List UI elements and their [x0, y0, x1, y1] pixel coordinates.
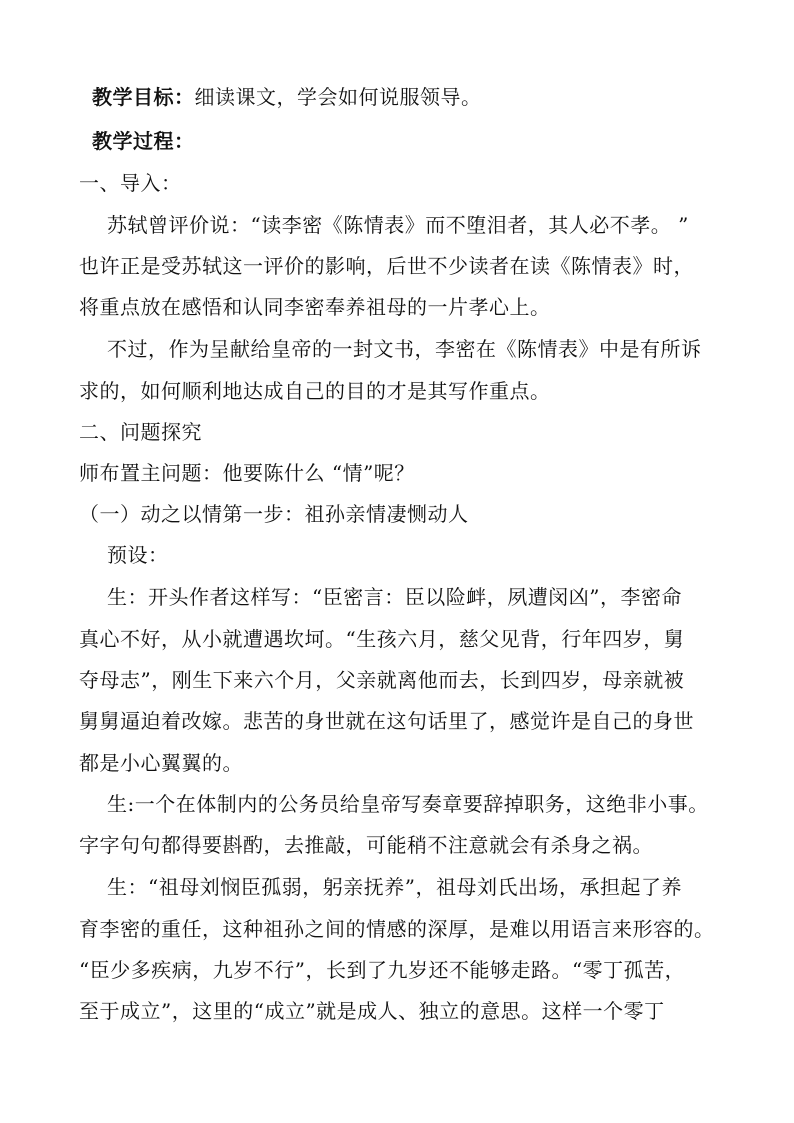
intro-para2-line1: 不过，作为呈献给皇帝的一封文书，李密在《陈情表》中是有所诉: [107, 337, 702, 361]
intro-para1-line3: 将重点放在感悟和认同李密奉养祖母的一片孝心上。: [79, 295, 551, 319]
answer3-line4: 至于成立”，这里的“成立”就是成人、独立的意思。这样一个零丁: [79, 999, 665, 1023]
answer1-line2: 真心不好，从小就遭遇坎坷。“生孩六月，慈父见背，行年四岁，舅: [79, 627, 685, 651]
intro-para2-line2: 求的，如何顺利地达成自己的目的才是其写作重点。: [79, 379, 551, 403]
intro-para1-line2: 也许正是受苏轼这一评价的影响，后世不少读者在读《陈情表》时，: [79, 254, 694, 278]
teaching-goal-line: [92, 84, 732, 110]
answer2-line2: 字字句句都得要斟酌，去推敲，可能稍不注意就会有杀身之祸。: [79, 833, 653, 857]
teaching-goal-label: 教学目标：: [92, 85, 195, 109]
answer1-line1: 生：开头作者这样写：“臣密言：臣以险衅，夙遭闵凶”，李密命: [107, 585, 682, 609]
answer1-line4: 舅舅逼迫着改嫁。悲苦的身世就在这句话里了，感觉许是自己的身世: [79, 709, 694, 733]
answer1-line3: 夺母志”，刚生下来六个月，父亲就离他而去，长到四岁，母亲就被: [79, 668, 685, 692]
main-question: 师布置主问题：他要陈什么 “情”呢？: [79, 461, 415, 485]
answer1-line5: 都是小心翼翼的。: [79, 751, 243, 775]
answer2-line1: 生:一个在体制内的公务员给皇帝写奏章要辞掉职务，这绝非小事。: [107, 792, 709, 816]
answer3-line2: 育李密的重任，这种祖孙之间的情感的深厚，是难以用语言来形容的。: [79, 917, 715, 941]
teaching-goal-text: 细读课文，学会如何说服领导。: [194, 85, 482, 109]
answer3-line1: 生：“祖母刘悯臣孤弱，躬亲抚养”，祖母刘氏出场，承担起了养: [107, 875, 682, 899]
preset-label: 预设：: [107, 543, 169, 567]
intro-para1-line1: 苏轼曾评价说：“读李密《陈情表》而不堕泪者，其人必不孝。 ”: [107, 213, 689, 237]
section-1-title: 一、导入：: [79, 171, 182, 195]
answer3-line3: “臣少多疾病，九岁不行”，长到了九岁还不能够走路。“零丁孤苦，: [79, 958, 686, 982]
step-1-heading: （一）动之以情第一步：祖孙亲情凄恻动人: [79, 502, 469, 526]
section-2-title: 二、问题探究: [79, 420, 202, 444]
teaching-process-heading: 教学过程：: [92, 129, 195, 153]
